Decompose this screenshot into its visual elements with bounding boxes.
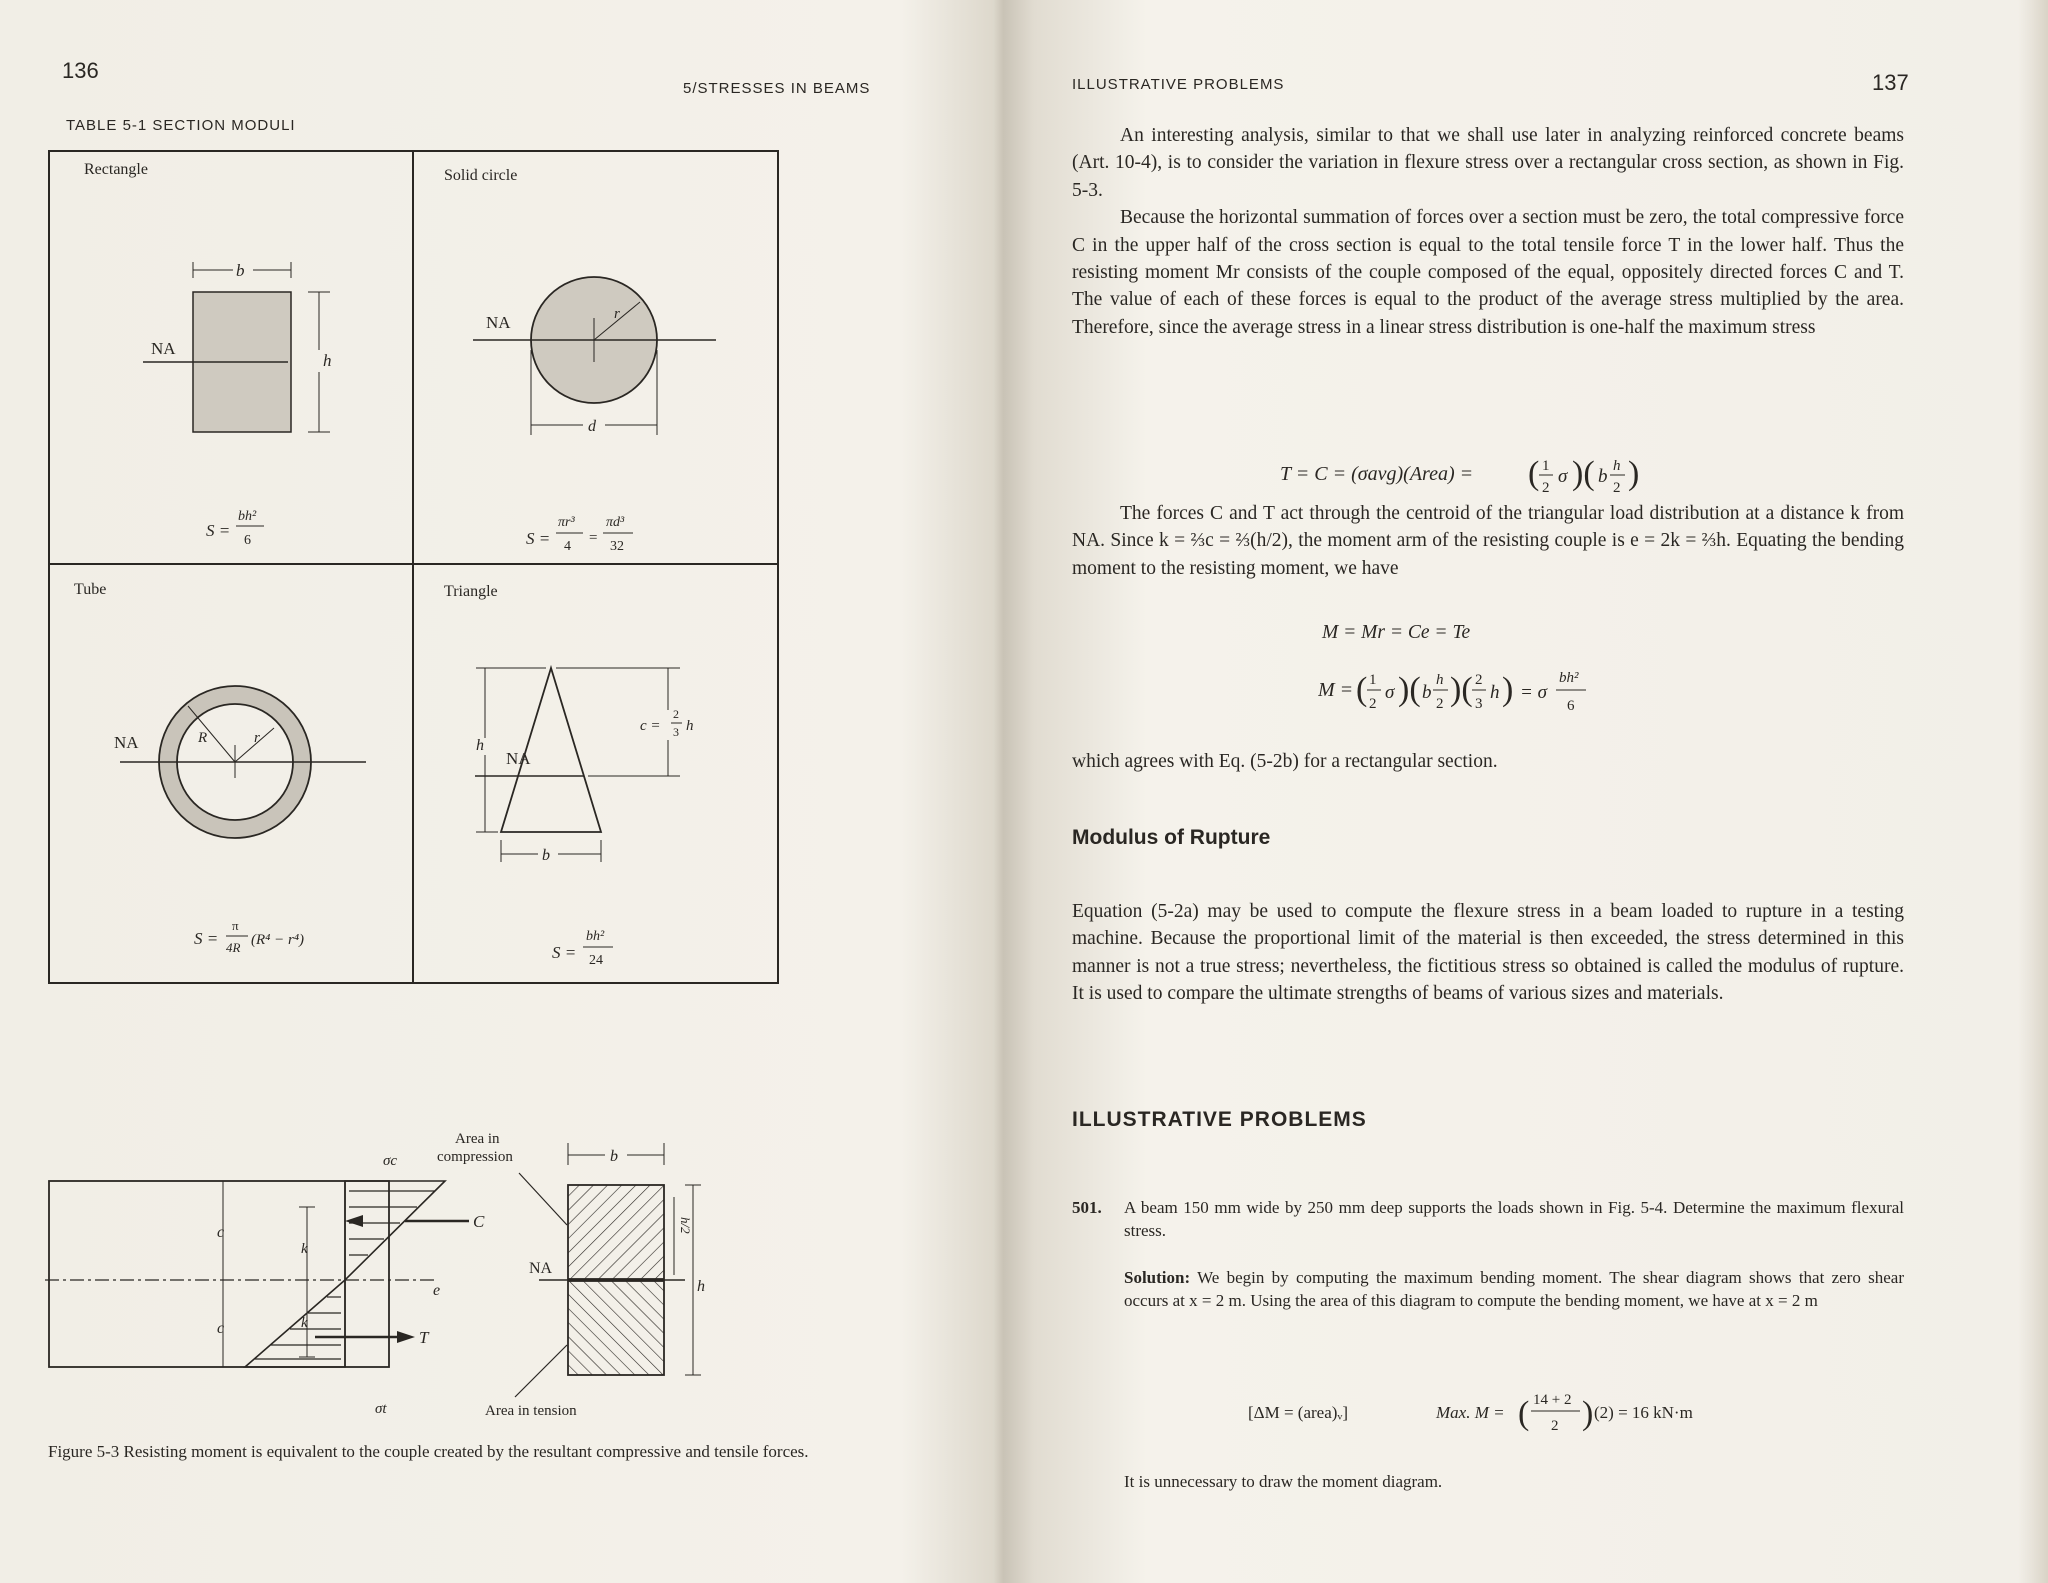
equation-3	[1318, 652, 1698, 728]
peq-max: Max. M =	[1436, 1403, 1505, 1422]
triangle-na: NA	[506, 749, 531, 768]
fig-label-na: NA	[529, 1260, 553, 1277]
circle-formula-lhs: S =	[526, 529, 551, 548]
peq-paren-close: )	[1582, 1395, 1594, 1432]
figure-caption: Figure 5-3 Resisting moment is equivalent to the couple created by the resultant compressive and tensile forces.	[48, 1442, 809, 1461]
circle-formula-eq2: =	[589, 530, 598, 546]
table-caption: TABLE 5-1 SECTION MODULI	[66, 117, 296, 134]
eq3-f1n: 1	[1369, 672, 1377, 688]
section-moduli-table	[48, 150, 783, 990]
paragraph-3: The forces C and T act through the centroid of the triangular load distribution at a distance k from NA. Since k = ⅔c = ⅔(h/2), the moment arm of the resisting couple is e = 2k = ⅔h. Equating the bending moment to the resisting moment, we have	[1072, 503, 1904, 579]
fig-area-tension: Area in tension	[485, 1403, 577, 1419]
problem-501	[1072, 1196, 1904, 1312]
circle-formula-den2: 32	[610, 539, 624, 554]
tube-dim-R: R	[198, 730, 208, 746]
triangle-dim-b: b	[542, 847, 550, 864]
rect-formula-num: bh²	[238, 509, 257, 524]
eq1-paren-close: )	[1628, 455, 1640, 492]
figure-5-3	[45, 1125, 745, 1425]
fig-label-b: b	[610, 1148, 618, 1165]
triangle-dim-c-den: 3	[673, 725, 679, 739]
peq-rest: (2) = 16 kN·m	[1594, 1403, 1693, 1422]
tube-formula-lhs: S =	[194, 929, 219, 948]
page-edge	[2018, 0, 2048, 1583]
paragraph-5-block	[1072, 898, 1904, 1008]
paragraph-4: which agrees with Eq. (5-2b) for a rectangular section.	[1072, 751, 1498, 772]
triangle-label: Triangle	[444, 583, 498, 600]
eq1-h-num: h	[1613, 458, 1621, 474]
peq-num: 14 + 2	[1533, 1392, 1572, 1408]
eq1-paren-mid: )(	[1572, 455, 1595, 492]
eq3-f2n: h	[1436, 672, 1444, 688]
fig-sigma-c: σc	[383, 1153, 398, 1169]
fig-label-c-bottom: c	[217, 1320, 225, 1337]
tube-formula-num: π	[232, 918, 239, 933]
eq1-half-num: 1	[1542, 458, 1550, 474]
rect-dim-h: h	[323, 351, 332, 370]
triangle-dim-c-var: h	[686, 718, 694, 734]
eq3-rd: 6	[1567, 698, 1575, 714]
fig-force-T: T	[419, 1328, 429, 1347]
fig-label-h: h	[697, 1278, 705, 1295]
cross-section-diagram	[529, 1143, 705, 1375]
tube-diagram	[114, 686, 366, 838]
eq3-b: b	[1422, 682, 1432, 703]
tube-formula-den: 4R	[226, 940, 241, 955]
circle-dim-d: d	[588, 418, 596, 435]
rect-formula-den: 6	[244, 533, 251, 548]
left-page-number: 136	[62, 58, 99, 83]
fig-label-k-bottom: k	[301, 1315, 308, 1331]
fig-sigma-t: σt	[375, 1401, 387, 1417]
eq3-p2: )(	[1398, 671, 1421, 708]
triangle-formula-num: bh²	[586, 929, 605, 944]
peq-den: 2	[1551, 1418, 1559, 1434]
eq1-half-den: 2	[1542, 480, 1550, 496]
circle-dim-r: r	[614, 306, 620, 322]
fig-label-c-top: c	[217, 1224, 225, 1241]
triangle-formula-lhs: S =	[552, 943, 577, 962]
fig-label-e: e	[433, 1282, 441, 1299]
tube-label: Tube	[74, 581, 107, 598]
circle-na: NA	[486, 313, 511, 332]
triangle-dim-c: c =	[640, 718, 661, 734]
peq-paren-open: (	[1518, 1395, 1530, 1432]
problem-text: A beam 150 mm wide by 250 mm deep supports the loads shown in Fig. 5-4. Determine the maximum flexural stress.	[1124, 1198, 1904, 1240]
circle-formula-num2: πd³	[606, 515, 625, 530]
equation-2: M = Mr = Ce = Te	[1322, 622, 1471, 643]
eq1-sigma: σ	[1558, 466, 1568, 487]
problem-equation	[1248, 1378, 1808, 1444]
circle-formula-den: 4	[564, 539, 571, 554]
eq3-h: h	[1490, 682, 1500, 703]
left-running-head: 5/STRESSES IN BEAMS	[683, 80, 871, 97]
paragraph-1: An interesting analysis, similar to that we shall use later in analyzing reinforced concrete beams (Art. 10-4), is to consider the variation in flexure stress over a rectangular cross section, as shown in Fig. 5-3.	[1072, 125, 1904, 201]
tube-na: NA	[114, 733, 139, 752]
solid-circle-diagram	[473, 277, 716, 435]
eq1-h-den: 2	[1613, 480, 1621, 496]
eq3-f3n: 2	[1475, 672, 1483, 688]
section-heading-modulus: Modulus of Rupture	[1072, 826, 1271, 849]
eq3-rn: bh²	[1559, 670, 1579, 686]
right-page-number: 137	[1872, 70, 1909, 95]
eq3-p4: )	[1502, 671, 1514, 708]
eq1-b: b	[1598, 466, 1608, 487]
circle-formula-num: πr³	[558, 515, 575, 530]
rect-na: NA	[151, 339, 176, 358]
triangle-dim-c-num: 2	[673, 707, 679, 721]
rect-formula-lhs: S =	[206, 521, 231, 540]
solution-text: We begin by computing the maximum bending moment. The shear diagram shows that zero shear occurs at x = 2 m. Using the area of this diagram to compute the bending moment, we have at x = 2 m	[1124, 1268, 1904, 1310]
peq-left: [ΔM = (area)ᵥ]	[1248, 1403, 1349, 1422]
fig-label-k-top: k	[301, 1241, 308, 1257]
triangle-formula-den: 24	[589, 953, 603, 968]
paragraph-3-block	[1072, 500, 1904, 582]
solution-label: Solution:	[1124, 1268, 1191, 1287]
eq1-lhs: T = C = (σavg)(Area) =	[1280, 463, 1474, 485]
eq3-p3: )(	[1450, 671, 1473, 708]
stress-distribution	[245, 1153, 485, 1417]
rectangle-diagram	[143, 261, 332, 432]
eq3-f1d: 2	[1369, 696, 1377, 712]
tube-dim-r: r	[254, 730, 260, 746]
eq3-p1: (	[1356, 671, 1368, 708]
beam-elevation	[45, 1181, 440, 1367]
body-text-block	[1072, 122, 1904, 341]
eq3-eq: = σ	[1520, 682, 1547, 703]
section-heading-problems: ILLUSTRATIVE PROBLEMS	[1072, 1108, 1367, 1131]
right-running-head: ILLUSTRATIVE PROBLEMS	[1072, 76, 1285, 93]
fig-label-h2: h/2	[678, 1217, 693, 1234]
eq3-sigma: σ	[1385, 682, 1395, 703]
triangle-diagram	[475, 668, 694, 864]
rect-dim-b: b	[236, 261, 245, 280]
problem-number: 501.	[1072, 1198, 1102, 1217]
eq1-paren-open: (	[1528, 455, 1540, 492]
closing-line: It is unnecessary to draw the moment diagram.	[1124, 1472, 1443, 1491]
fig-force-C: C	[473, 1212, 485, 1231]
eq3-f2d: 2	[1436, 696, 1444, 712]
fig-area-compression-1: Area in	[455, 1131, 500, 1147]
eq3-f3d: 3	[1475, 696, 1483, 712]
rectangle-label: Rectangle	[84, 161, 148, 178]
paragraph-5: Equation (5-2a) may be used to compute the flexure stress in a beam loaded to rupture in a testing machine. Because the proportional limit of the material is then exceeded, the stress determined in this manner is not a true stress; nevertheless, the fictitious stress so obtained is called the modulus of rupture. It is used to compare the ultimate strengths of beams of various sizes and materials.	[1072, 901, 1904, 1005]
tube-formula-rest: (R⁴ − r⁴)	[251, 932, 305, 948]
triangle-dim-h: h	[476, 737, 484, 754]
eq3-lhs: M =	[1318, 679, 1354, 701]
fig-area-compression-2: compression	[437, 1149, 513, 1165]
solid-circle-label: Solid circle	[444, 167, 518, 184]
paragraph-2: Because the horizontal summation of forces over a section must be zero, the total compressive force C in the upper half of the cross section is equal to the total tensile force T in the lower half. Thus the resisting moment Mr consists of the couple composed of the equal, oppositely directed forces C and T. The value of each of these forces is equal to the product of the average stress multiplied by the area. Therefore, since the average stress in a linear stress distribution is one-half the maximum stress	[1072, 207, 1904, 338]
